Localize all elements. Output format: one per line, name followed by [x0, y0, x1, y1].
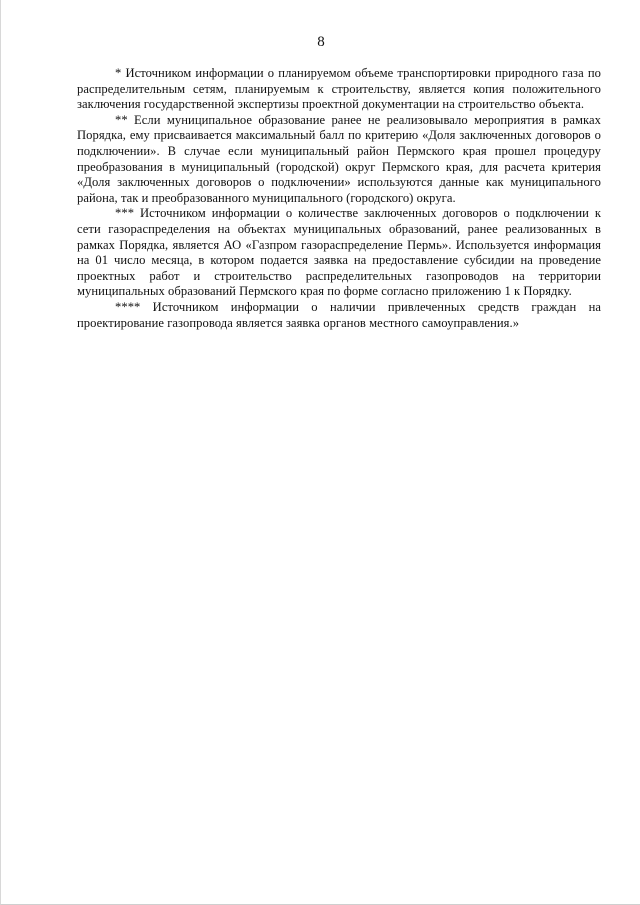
footnote-4: **** Источником информации о наличии привлеченных средств граждан на проектирование газопровода является заявка органов местного самоуправления.»	[77, 299, 601, 330]
footnote-3: *** Источником информации о количестве заключенных договоров о подключении к сети газораспределения на объектах муниципальных образований, ранее реализованных в рамках Порядка, является АО «Газпром газораспределение Пермь». Используется информация на 01 число месяца, в котором подается заявка на предоставление субсидии на проведение проектных работ и строительство распределительных газопроводов на территории муниципальных образований Пермского края по форме согласно приложению 1 к Порядку.	[77, 206, 601, 299]
footnote-2: ** Если муниципальное образование ранее не реализовывало мероприятия в рамках Порядка, ему присваивается максимальный балл по критерию «Доля заключенных договоров о подключении». В случае если муниципальный район Пермского края прошел процедуру преобразования в муниципальный (городской) округ Пермского края, для расчета критерия «Доля заключенных договоров о подключении» используются данные как муниципального района, так и преобразованного муниципального (городского) округа.	[77, 112, 601, 205]
footnote-1: * Источником информации о планируемом объеме транспортировки природного газа по распределительным сетям, планируемым к строительству, является копия положительного заключения государственной экспертизы проектной документации на строительство объекта.	[77, 66, 601, 112]
footnotes-block	[77, 66, 601, 331]
page-number: 8	[317, 34, 325, 50]
